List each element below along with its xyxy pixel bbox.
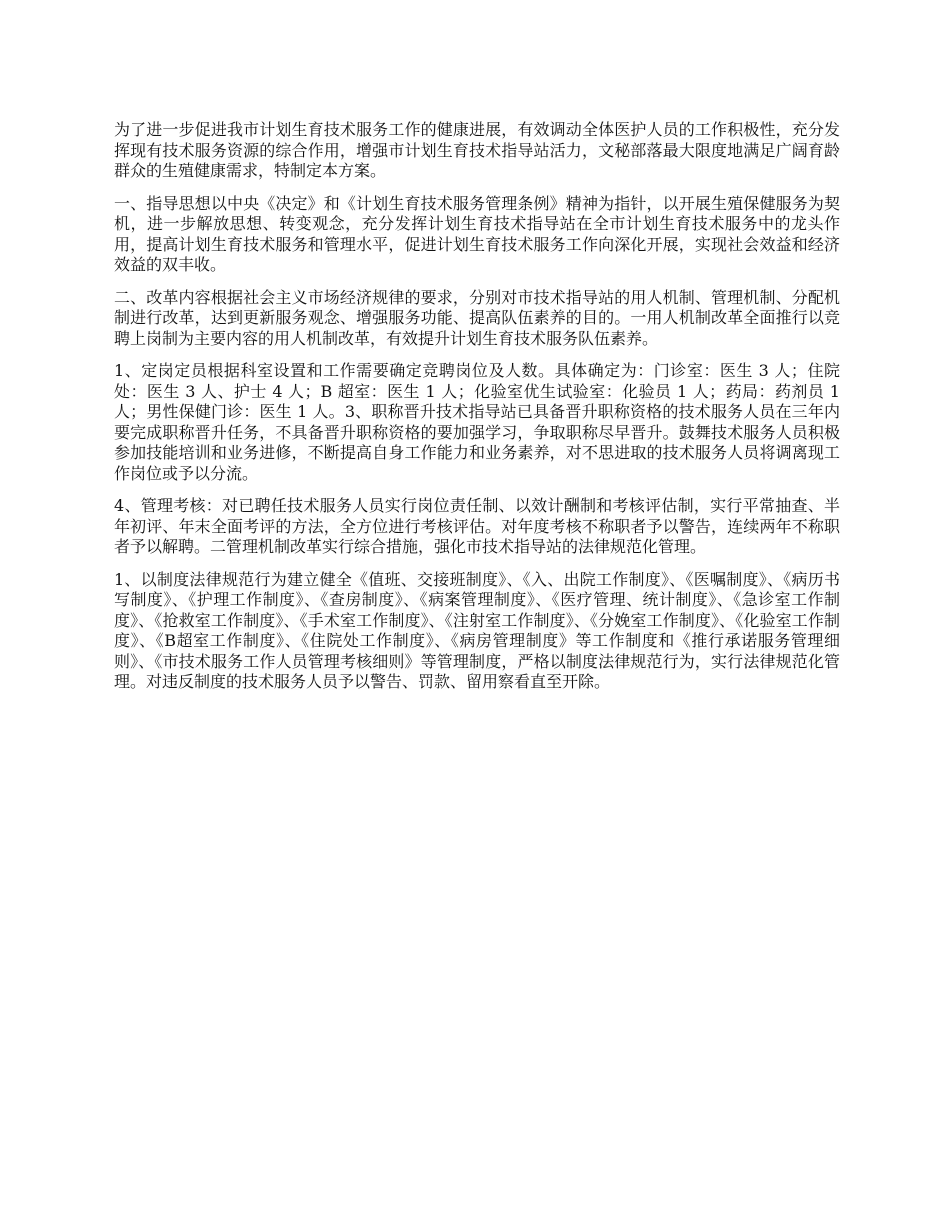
paragraph-reform-content: 二、改革内容根据社会主义市场经济规律的要求，分别对市技术指导站的用人机制、管理机制、分配机制进行改革，达到更新服务观念、增强服务功能、提高队伍素养的目的。一用人机制改革全面推行以竞聘上岗制为主要内容的用人机制改革，有效提升计划生育技术服务队伍素养。 [114,287,840,348]
paragraph-guiding-principle: 一、指导思想以中央《决定》和《计划生育技术服务管理条例》精神为指针，以开展生殖保健服务为契机，进一步解放思想、转变观念，充分发挥计划生育技术指导站在全市计划生育技术服务中的龙头作用，提高计划生育技术服务和管理水平，促进计划生育技术服务工作向深化开展，实现社会效益和经济效益的双丰收。 [114,193,840,274]
paragraph-staffing: 1、定岗定员根据科室设置和工作需要确定竞聘岗位及人数。具体确定为：门诊室：医生 3 人；住院处：医生 3 人、护士 4 人；B 超室：医生 1 人；化验室优生试验室：化验员 1 人；药局：药剂员 1 人；男性保健门诊：医生 1 人。3、职称晋升技术指导站已具备晋升职称资格的技术服务人员在三年内要完成职称晋升任务，不具备晋升职称资格的要加强学习，争取职称尽早晋升。鼓舞技术服务人员积极参加技能培训和业务进修，不断提高自身工作能力和业务素养，对不思进取的技术服务人员将调离现工作岗位或予以分流。 [114,361,840,483]
paragraph-intro: 为了进一步促进我市计划生育技术服务工作的健康进展，有效调动全体医护人员的工作积极性，充分发挥现有技术服务资源的综合作用，增强市计划生育技术指导站活力，文秘部落最大限度地满足广阔育龄群众的生殖健康需求，特制定本方案。 [114,120,840,180]
document-body [114,120,840,705]
paragraph-assessment: 4、管理考核：对已聘任技术服务人员实行岗位责任制、以效计酬制和考核评估制，实行平常抽查、半年初评、年末全面考评的方法，全方位进行考核评估。对年度考核不称职者予以警告，连续两年不称职者予以解聘。二管理机制改革实行综合措施，强化市技术指导站的法律规范化管理。 [114,496,840,556]
paragraph-regulations: 1、以制度法律规范行为建立健全《值班、交接班制度》、《入、出院工作制度》、《医嘱制度》、《病历书写制度》、《护理工作制度》、《查房制度》、《病案管理制度》、《医疗管理、统计制度》、《急诊室工作制度》、《抢救室工作制度》、《手术室工作制度》、《注射室工作制度》、《分娩室工作制度》、《化验室工作制度》、《B超室工作制度》、《住院处工作制度》、《病房管理制度》等工作制度和《推行承诺服务管理细则》、《市技术服务工作人员管理考核细则》等管理制度，严格以制度法律规范行为，实行法律规范化管理。对违反制度的技术服务人员予以警告、罚款、留用察看直至开除。 [114,569,840,691]
